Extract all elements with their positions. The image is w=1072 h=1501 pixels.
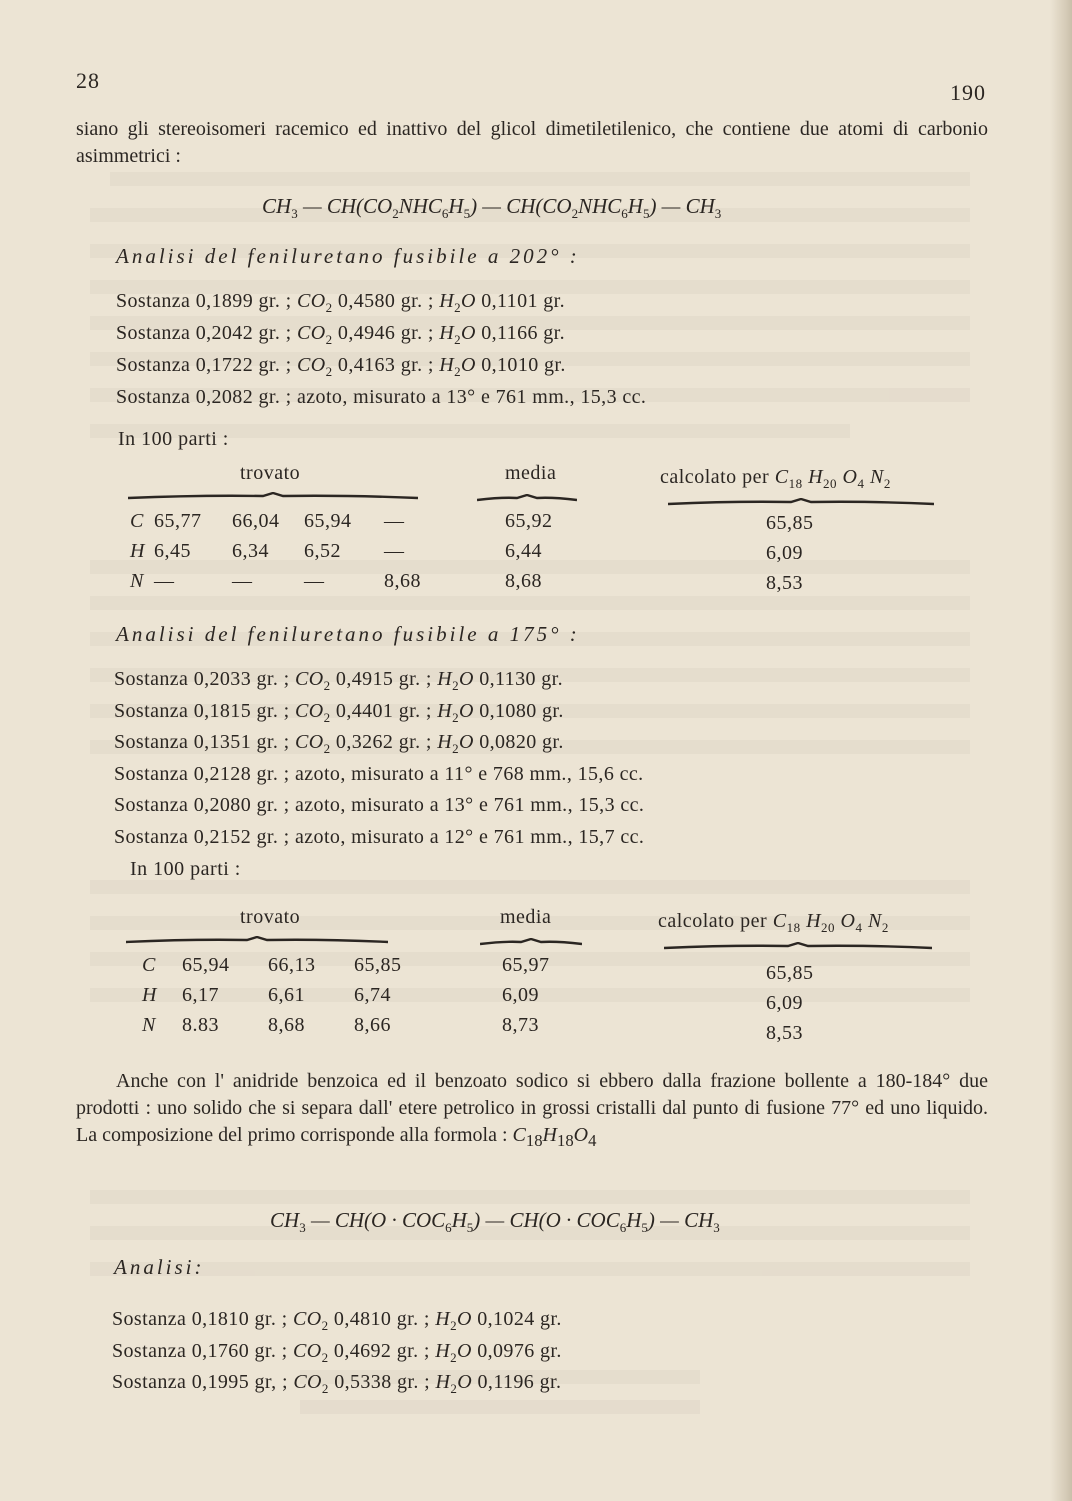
measurement-line: Sostanza 0,1995 gr, ; $CO_2$ 0,5338 gr. ; $H_2O$ 0,1196 gr. (112, 1371, 562, 1396)
section-heading-202: Analisi del feniluretano fusibile a 202° : (116, 244, 580, 268)
element-symbol: H (130, 540, 145, 562)
measurement-line: Sostanza 0,2128 gr. ; azoto, misurato a 11° e 768 mm., 15,6 cc. (114, 762, 644, 785)
found-value: 8,68 (384, 570, 421, 592)
column-header-calculated: calcolato per $C_{18}$ $H_{20}$ $O_4$ $N_2$ (658, 910, 889, 935)
found-value: 8.83 (182, 1014, 219, 1036)
mean-value: 8,73 (502, 1014, 539, 1036)
calculated-value: 8,53 (766, 1022, 803, 1044)
found-value: 6,52 (304, 540, 341, 562)
found-value: 8,68 (268, 1014, 305, 1036)
found-value: — (384, 510, 405, 532)
mean-value: 6,44 (505, 540, 542, 562)
found-value: 65,94 (182, 954, 230, 976)
found-value: 6,45 (154, 540, 191, 562)
mean-value: 8,68 (505, 570, 542, 592)
column-header-mean: media (500, 906, 552, 928)
mean-value: 65,97 (502, 954, 550, 976)
column-brace-rule (480, 938, 582, 946)
column-header-calculated: calcolato per $C_{18}$ $H_{20}$ $O_4$ $N_2$ (660, 466, 891, 491)
measurement-list-202 (116, 290, 936, 440)
results-table-175 (0, 906, 1072, 1046)
column-brace-rule (477, 494, 577, 502)
measurement-line: Sostanza 0,2033 gr. ; $CO_2$ 0,4915 gr. ; $H_2O$ 0,1130 gr. (114, 668, 564, 693)
column-header-found: trovato (240, 462, 301, 484)
found-value: — (304, 570, 325, 592)
mean-value: 65,92 (505, 510, 553, 532)
calculated-value: 6,09 (766, 542, 803, 564)
intro-paragraph: siano gli stereoisomeri racemico ed inattivo del glicol dimetiletilenico, che contiene due atomi di carbonio asimmetrici : (76, 118, 988, 167)
mean-value: 6,09 (502, 984, 539, 1006)
benzoate-paragraph-text: Anche con l' anidride benzoica ed il benzoato sodico si ebbero dalla frazione bollente a 180-184° due prodotti : uno solido che si separa dall' etere petrolico in grossi cristalli dal punto di fusione 77° ed uno liquido. La composizione del primo corrisponde alla formola : (76, 1070, 988, 1146)
found-value: 65,94 (304, 510, 352, 532)
found-value: — (154, 570, 175, 592)
results-table-202 (0, 462, 1072, 602)
element-symbol: C (130, 510, 144, 532)
found-value: 6,34 (232, 540, 269, 562)
found-value: 65,77 (154, 510, 202, 532)
measurement-line: Sostanza 0,1351 gr. ; $CO_2$ 0,3262 gr. ; $H_2O$ 0,0820 gr. (114, 731, 564, 756)
calculated-value: 8,53 (766, 572, 803, 594)
structural-formula-feniluretano: $CH_3$ — $CH(CO_2NHC_6H_5)$ — $CH(CO_2NHC_6H_5)$ — $CH_3$ (262, 194, 722, 222)
measurement-line: Sostanza 0,1760 gr. ; $CO_2$ 0,4692 gr. ; $H_2O$ 0,0976 gr. (112, 1339, 562, 1365)
measurement-list-175 (114, 668, 934, 868)
found-value: — (384, 540, 405, 562)
element-symbol: C (142, 954, 156, 976)
column-brace-rule (126, 936, 388, 944)
column-brace-rule (664, 942, 932, 950)
structural-formula-benzoate: $CH_3$ — $CH(O \cdot COC_6H_5)$ — $CH(O \cdot COC_6H_5)$ — $CH_3$ (270, 1208, 720, 1236)
found-value: 65,85 (354, 954, 402, 976)
found-value: — (232, 570, 253, 592)
measurement-line: Sostanza 0,2152 gr. ; azoto, misurato a 12° e 761 mm., 15,7 cc. (114, 825, 645, 848)
measurement-line: Sostanza 0,1899 gr. ; $CO_2$ 0,4580 gr. ; $H_2O$ 0,1101 gr. (116, 290, 566, 315)
column-brace-rule (128, 492, 418, 500)
found-value: 66,04 (232, 510, 280, 532)
measurement-line: Sostanza 0,2042 gr. ; $CO_2$ 0,4946 gr. ; $H_2O$ 0,1166 gr. (116, 322, 566, 347)
calculated-value: 6,09 (766, 992, 803, 1014)
page-number-left: 28 (76, 68, 100, 93)
column-header-found: trovato (240, 906, 301, 928)
column-header-mean: media (505, 462, 557, 484)
element-symbol: N (130, 570, 144, 592)
benzoate-paragraph (76, 1068, 988, 1154)
measurement-line: Sostanza 0,2080 gr. ; azoto, misurato a 13° e 761 mm., 15,3 cc. (114, 794, 645, 816)
in-100-parts-label: In 100 parti : (118, 428, 229, 450)
calculated-value: 65,85 (766, 962, 814, 984)
in-100-parts-label: In 100 parti : (130, 858, 241, 880)
page-edge-shadow (1050, 0, 1072, 1501)
calculated-value: 65,85 (766, 512, 814, 534)
empirical-formula: $C_{18}H_{18}O_4$ (512, 1124, 597, 1150)
found-value: 6,74 (354, 984, 391, 1006)
measurement-list-benzoate (112, 1308, 932, 1418)
found-value: 6,61 (268, 984, 305, 1006)
found-value: 66,13 (268, 954, 316, 976)
section-heading-175: Analisi del feniluretano fusibile a 175° : (116, 622, 580, 646)
measurement-line: Sostanza 0,1810 gr. ; $CO_2$ 0,4810 gr. ; $H_2O$ 0,1024 gr. (112, 1308, 562, 1333)
measurement-line: Sostanza 0,2082 gr. ; azoto, misurato a 13° e 761 mm., 15,3 cc. (116, 386, 647, 408)
measurement-line: Sostanza 0,1815 gr. ; $CO_2$ 0,4401 gr. ; $H_2O$ 0,1080 gr. (114, 699, 564, 725)
found-value: 8,66 (354, 1014, 391, 1036)
element-symbol: N (142, 1014, 156, 1036)
measurement-line: Sostanza 0,1722 gr. ; $CO_2$ 0,4163 gr. ; $H_2O$ 0,1010 gr. (116, 354, 566, 379)
section-heading-analisi: Analisi: (114, 1255, 205, 1279)
page-number-right: 190 (950, 80, 986, 105)
found-value: 6,17 (182, 984, 219, 1006)
column-brace-rule (668, 498, 934, 506)
element-symbol: H (142, 984, 157, 1006)
